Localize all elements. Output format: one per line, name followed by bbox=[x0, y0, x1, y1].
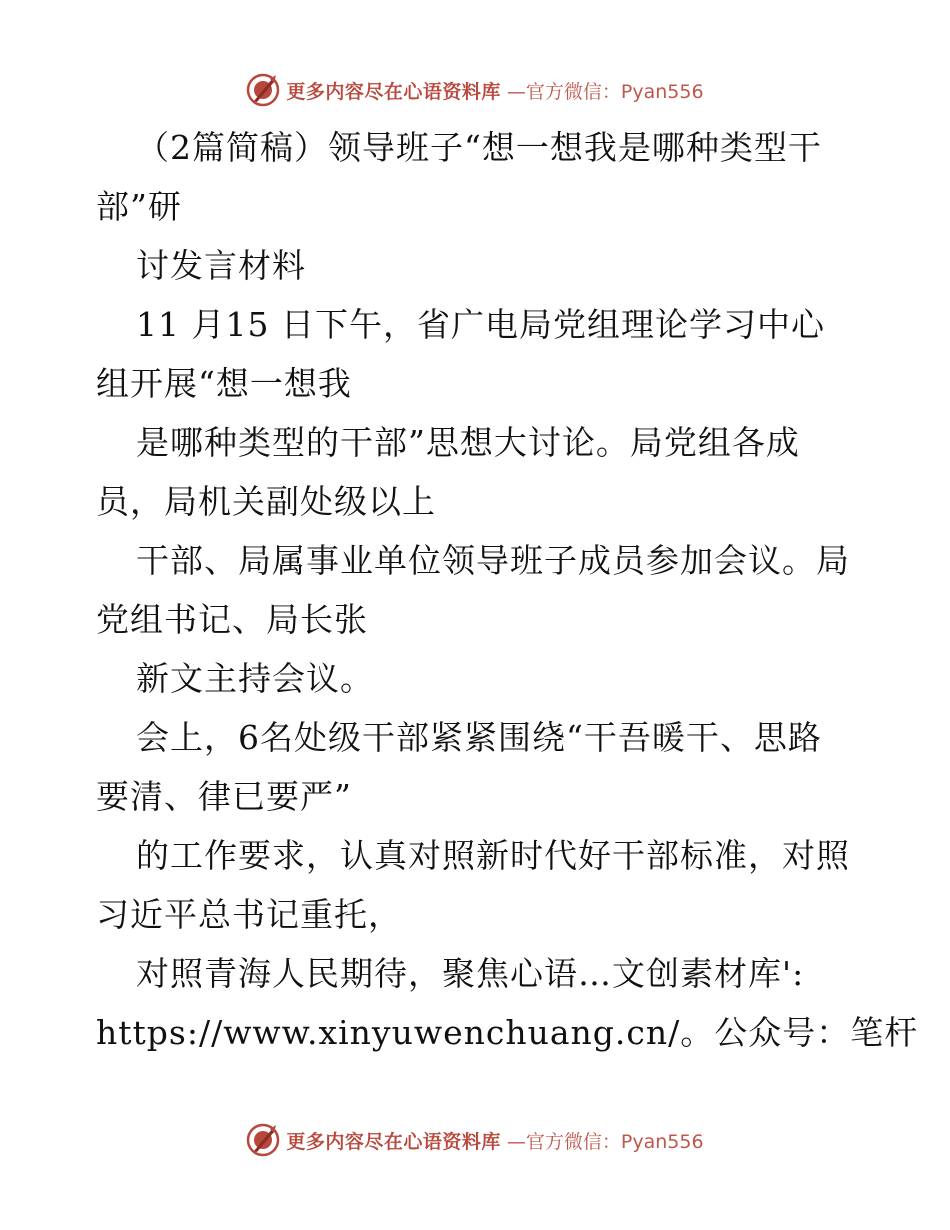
doc-line: 部”研 bbox=[96, 187, 182, 226]
doc-line: 是哪种类型的干部”思想大讨论。局党组各成 bbox=[136, 423, 800, 462]
doc-line: 会上，6名处级干部紧紧围绕“干吾暖干、思路 bbox=[136, 718, 822, 757]
doc-line: https://www.xinyuwenchuang.cn/。公众号：笔杆 bbox=[96, 1013, 919, 1052]
doc-line: 习近平总书记重托， bbox=[96, 895, 402, 934]
header-wechat-text: —官方微信：Pyan556 bbox=[506, 80, 704, 103]
header-banner bbox=[0, 70, 950, 110]
doc-line: 11 月15 日下午，省广电局党组理论学习中心 bbox=[136, 305, 825, 344]
doc-line: 讨发言材料 bbox=[136, 246, 306, 285]
footer-wechat-text: —官方微信：Pyan556 bbox=[506, 1130, 704, 1153]
doc-line: 的工作要求，认真对照新时代好干部标准，对照 bbox=[136, 836, 850, 875]
quill-logo-icon bbox=[246, 1123, 280, 1157]
quill-logo-icon bbox=[246, 73, 280, 107]
doc-line: 对照青海人民期待，聚焦心语…文创素材库': bbox=[136, 954, 805, 993]
doc-line: 干部、局属事业单位领导班子成员参加会议。局 bbox=[136, 541, 850, 580]
doc-line: （2篇简稿）领导班子“想一想我是哪种类型干 bbox=[136, 128, 822, 167]
doc-line: 员，局机关副处级以上 bbox=[96, 482, 436, 521]
doc-line: 党组书记、局长张 bbox=[96, 600, 368, 639]
document-body bbox=[96, 118, 919, 1062]
footer-site-text: 更多内容尽在心语资料库 bbox=[286, 1130, 501, 1153]
doc-line: 要清、律已要严” bbox=[96, 777, 352, 816]
footer-banner bbox=[0, 1120, 950, 1160]
header-site-text: 更多内容尽在心语资料库 bbox=[286, 80, 501, 103]
doc-line: 新文主持会议。 bbox=[136, 659, 374, 698]
doc-line: 组开展“想一想我 bbox=[96, 364, 352, 403]
